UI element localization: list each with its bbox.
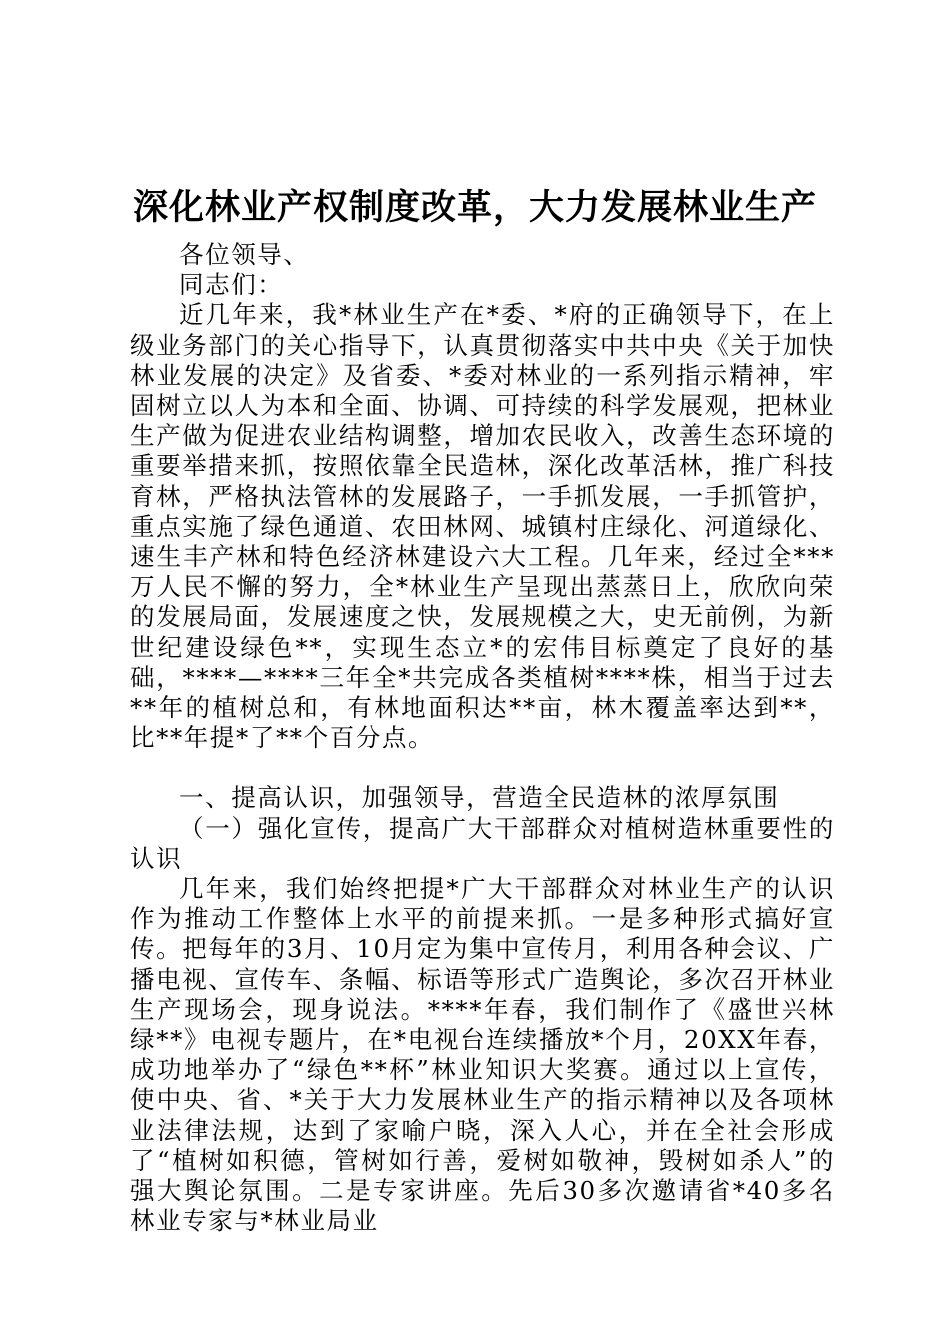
salutation-line-2: 同志们： [179, 270, 284, 300]
section-heading: 一、提高认识，加强领导，营造全民造林的浓厚氛围 [179, 783, 780, 813]
intro-paragraph: 近几年来，我*林业生产在*委、*府的正确领导下，在上级业务部门的关心指导下，认真贯彻落实中共中央《关于加快林业发展的决定》及省委、*委对林业的一系列指示精神，牢固树立以人为本和全面、协调、可持续的科学发展观，把林业生产做为促进农业结构调整，增加农民收入，改善生态环境的重要举措来抓，按照依靠全民造林，深化改革活林，推广科技育林，严格执法管林的发展路子，一手抓发展，一手抓管护，重点实施了绿色通道、农田林网、城镇村庄绿化、河道绿化、速生丰产林和特色经济林建设六大工程。几年来，经过全***万人民不懈的努力，全*林业生产呈现出蒸蒸日上，欣欣向荣的发展局面，发展速度之快，发展规模之大，史无前例，为新世纪建设绿色**，实现生态立*的宏伟目标奠定了良好的基础，****—****三年全*共完成各类植树****株，相当于过去**年的植树总和，有林地面积达**亩，林木覆盖率达到**，比**年提*了**个百分点。 [130, 300, 835, 753]
subsection-heading: （一）强化宣传，提高广大干部群众对植树造林重要性的认识 [130, 813, 835, 873]
salutation-line-1: 各位领导、 [179, 240, 310, 269]
body-paragraph: 几年来，我们始终把提*广大干部群众对林业生产的认识作为推动工作整体上水平的前提来抓。一是多种形式搞好宣传。把每年的3月、10月定为集中宣传月，利用各种会议、广播电视、宣传车、条幅、标语等形式广造舆论，多次召开林业生产现场会，现身说法。****年春，我们制作了《盛世兴林绿**》电视专题片，在*电视台连续播放*个月，20XX年春，成功地举办了“绿色**杯”林业知识大奖赛。通过以上宣传，使中央、省、*关于大力发展林业生产的指示精神以及各项林业法律法规，达到了家喻户晓，深入人心，并在全社会形成了“植树如积德，管树如行善，爱树如敬神，毁树如杀人”的强大舆论氛围。二是专家讲座。先后30多次邀请省*40多名林业专家与*林业局业 [130, 874, 835, 1236]
document-body [130, 240, 835, 1237]
document-title: 深化林业产权制度改革，大力发展林业生产 [132, 187, 817, 228]
paragraph-spacer [130, 753, 835, 783]
